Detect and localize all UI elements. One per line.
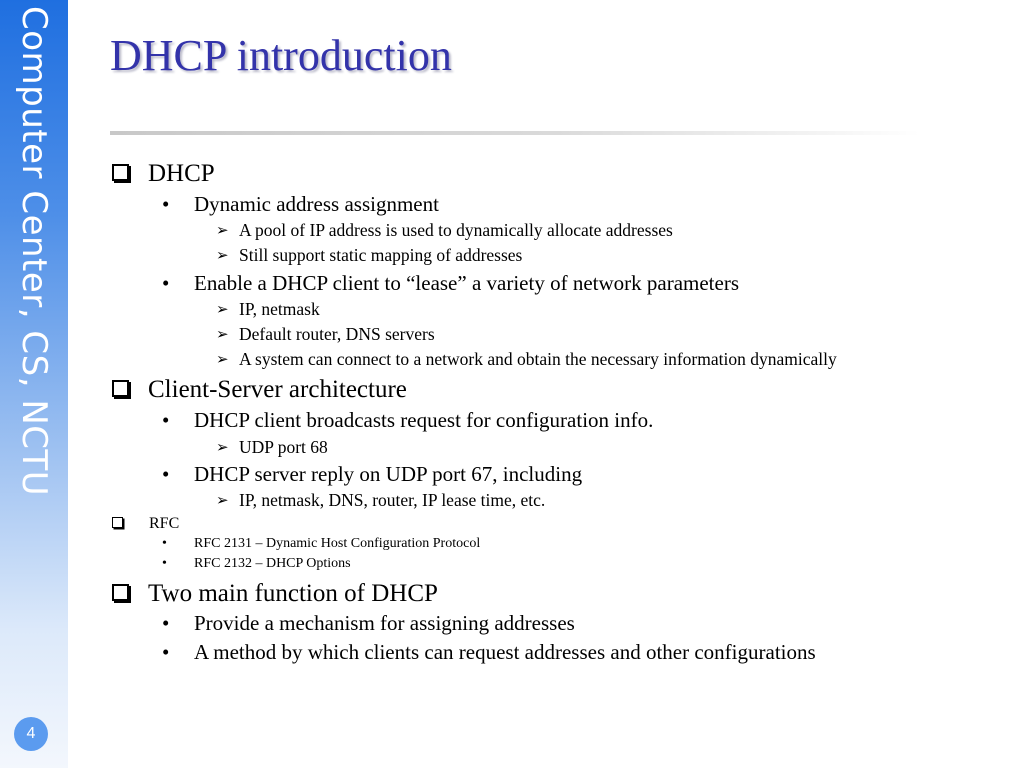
sub-list-item [216,439,328,457]
subitem-label: A pool of IP address is used to dynamically allocate addresses [239,220,673,240]
list-item [160,464,582,485]
checkbox-bullet-icon [112,584,129,601]
arrow-bullet-icon: ➢ [216,302,229,318]
arrow-bullet-icon: ➢ [216,352,229,368]
section-label: Client-Server architecture [148,376,407,403]
subitem-label: UDP port 68 [239,437,328,457]
item-label: Provide a mechanism for assigning addresses [194,611,575,635]
section-rfc [112,516,179,532]
sub-list-item [216,222,673,240]
list-item [160,613,575,634]
bullet-icon: • [162,556,167,571]
sub-list-item [216,326,435,344]
sub-list-item [216,492,545,510]
item-label: Dynamic address assignment [194,192,439,216]
sub-list-item [216,301,320,319]
subitem-label: IP, netmask [239,299,320,319]
section-client-server [112,377,407,402]
subitem-label: Default router, DNS servers [239,324,435,344]
bullet-icon: • [162,640,170,664]
checkbox-bullet-icon [112,380,129,397]
checkbox-bullet-icon [112,517,123,528]
arrow-bullet-icon: ➢ [216,248,229,264]
list-item [160,537,480,551]
bullet-icon: • [162,192,170,216]
bullet-icon: • [162,408,170,432]
section-label: RFC [149,515,180,532]
list-item [160,557,351,571]
section-label: Two main function of DHCP [148,580,438,607]
list-item [160,194,439,215]
list-item [160,273,739,294]
sub-list-item [216,247,522,265]
page-number-badge: 4 [14,717,48,751]
section-dhcp [112,161,215,186]
item-label: Enable a DHCP client to “lease” a variety of network parameters [194,271,739,295]
arrow-bullet-icon: ➢ [216,327,229,343]
sidebar-org-label: Computer Center, CS, NCTU [14,6,54,497]
bullet-icon: • [162,462,170,486]
section-two-main-functions [112,581,438,606]
subitem-label: Still support static mapping of addresses [239,245,523,265]
arrow-bullet-icon: ➢ [216,223,229,239]
subitem-label: A system can connect to a network and obtain the necessary information dynamically [239,349,837,369]
arrow-bullet-icon: ➢ [216,493,229,509]
slide-title: DHCP introduction [110,31,452,80]
checkbox-bullet-icon [112,164,129,181]
bullet-icon: • [162,611,170,635]
bullet-icon: • [162,536,167,551]
sub-list-item [216,351,837,369]
item-label: RFC 2132 – DHCP Options [194,556,351,571]
item-label: RFC 2131 – Dynamic Host Configuration Protocol [194,536,481,551]
item-label: DHCP client broadcasts request for configuration info. [194,408,654,432]
list-item [160,410,653,431]
arrow-bullet-icon: ➢ [216,440,229,456]
list-item [160,642,816,663]
item-label: A method by which clients can request addresses and other configurations [194,640,816,664]
section-label: DHCP [148,160,215,187]
item-label: DHCP server reply on UDP port 67, including [194,462,583,486]
subitem-label: IP, netmask, DNS, router, IP lease time, etc. [239,490,546,510]
bullet-icon: • [162,271,170,295]
